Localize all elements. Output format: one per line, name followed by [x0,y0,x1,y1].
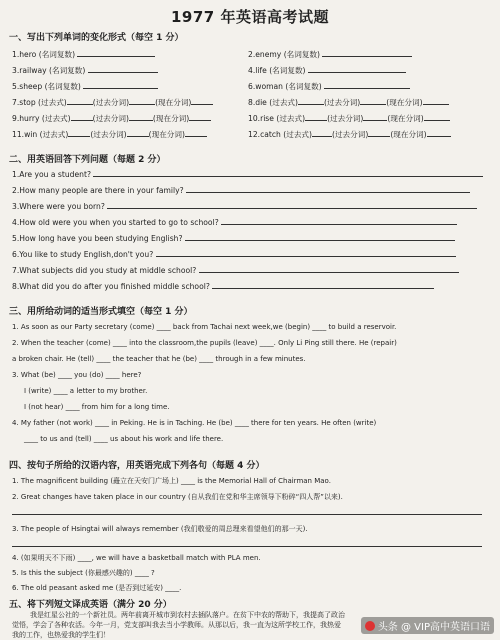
question-line: 5.How long have you been studying English? [12,232,455,244]
word-item: 1.hero (名词复数) [12,48,155,60]
verb-item: 12.catch (过去式) (过去分词) (现在分词) [248,128,451,140]
translate-line: 4. (如果明天不下雨) ____, we will have a basketball match with PLA men. [12,554,261,562]
section2-heading: 二、用英语回答下列问题（每题 2 分） [9,155,166,165]
word-item: 5.sheep (名词复数) [12,80,158,92]
question-line: 6.You like to study English,don't you? [12,248,456,260]
translate-line: 6. The old peasant asked me (是否到过延安) ____. [12,584,182,592]
verb-item: 10.rise (过去式) (过去分词) (现在分词) [248,112,450,124]
translate-line: 1. The magnificent building (矗立在天安门广场上) ____ is the Memorial Hall of Chairman Mao. [12,477,331,485]
question-line: 8.What did you do after you finished middle school? [12,280,434,292]
answer-line [12,506,482,518]
word-item: 6.woman (名词复数) [248,80,410,92]
section1-heading: 一、写出下列单词的变化形式（每空 1 分） [9,33,184,43]
passage-line: 我的工作，也热爱我的学生们！ [12,631,110,639]
watermark: 头条 @ VIP高中英语口语 [361,617,494,634]
verb-item: 11.win (过去式) (过去分词) (现在分词) [12,128,207,140]
passage-line: 觉悟，学会了各种农活。今年一月，党支部叫我去当小学教师。从那以后，我一直为这所学校工作，我热爱 [12,621,341,629]
toutiao-logo-icon [365,621,375,631]
fill-line: ____ to us and (tell) ____ us about his work and life there. [24,435,224,443]
question-line: 2.How many people are there in your family? [12,184,470,196]
word-item: 4.life (名词复数) [248,64,406,76]
fill-line: I (write) ____ a letter to my brother. [24,387,148,395]
word-item: 2.enemy (名词复数) [248,48,412,60]
verb-item: 9.hurry (过去式) (过去分词) (现在分词) [12,112,211,124]
verb-item: 7.stop (过去式) (过去分词) (现在分词) [12,96,213,108]
question-line: 3.Where were you born? [12,200,477,212]
page-title: 1977 年英语高考试题 [171,8,329,26]
answer-line [12,538,482,550]
verb-item: 8.die (过去式) (过去分词) (现在分词) [248,96,449,108]
fill-line: 4. My father (not work) ____ in Peking. He is in Taching. He (be) ____ there for ten years. He often (write) [12,419,377,427]
translate-line: 2. Great changes have taken place in our country (自从我们在党和华主席领导下粉碎“四人帮”以来). [12,493,343,501]
translate-line: 3. The people of Hsingtai will always remember (我们敬爱的周总理来看望他们的那一天). [12,525,308,533]
word-item: 3.railway (名词复数) [12,64,158,76]
question-line: 7.What subjects did you study at middle school? [12,264,459,276]
fill-line: 3. What (be) ____ you (do) ____ here? [12,371,142,379]
question-line: 1.Are you a student? [12,168,483,180]
fill-line: a broken chair. He (tell) ____ the teacher that he (be) ____ through in a few minutes. [12,355,306,363]
translate-line: 5. Is this the subject (你最感兴趣的) ____ ? [12,569,155,577]
section3-heading: 三、用所给动词的适当形式填空（每空 1 分） [9,307,193,317]
section5-heading: 五、将下列短文译成英语（满分 20 分） [9,600,172,610]
fill-line: 2. When the teacher (come) ____ into the classroom,the pupils (leave) ____. Only Li Ping still there. He (repair) [12,339,397,347]
fill-line: I (not hear) ____ from him for a long time. [24,403,170,411]
passage-line: 我是红星公社的一个新社员。两年前离开城市到农村去插队落户。在贫下中农的帮助下，我提高了政治 [30,611,345,619]
fill-line: 1. As soon as our Party secretary (come) ____ back from Tachai next week,we (begin) ____ to build a reservoir. [12,323,397,331]
question-line: 4.How old were you when you started to go to school? [12,216,457,228]
section4-heading: 四、按句子所给的汉语内容，用英语完成下列各句（每题 4 分） [9,461,265,471]
